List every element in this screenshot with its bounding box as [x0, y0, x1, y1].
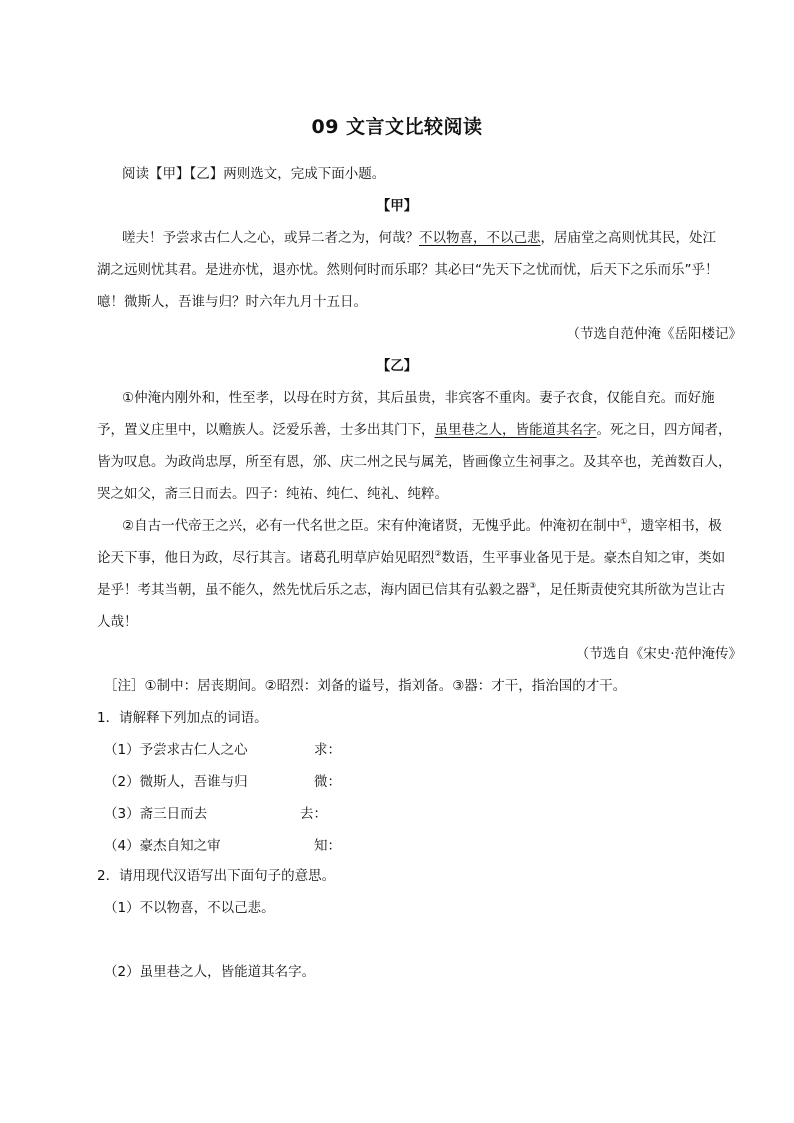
question-1-answer-label: 求：	[314, 742, 341, 758]
passage-yi-p2-line-3	[97, 580, 725, 600]
question-2-item: （1）不以物喜，不以己悲。	[104, 900, 275, 916]
footnote-marker: ①	[620, 517, 628, 526]
question-1-item: （2）微斯人，吾谁与归	[104, 774, 248, 790]
text-run: ②自古一代帝王之兴，必有一代名世之臣。宋有仲淹诸贤，无愧乎此。仲淹初在制中	[122, 518, 621, 534]
footnote-marker: ②	[434, 549, 442, 558]
passage-jia-line-1	[122, 228, 716, 248]
annotation-note: ［注］①制中：居丧期间。②昭烈：刘备的谥号，指刘备。③器：才干，指治国的才干。	[104, 678, 627, 694]
text-run: 。死之日，四方闻者，	[596, 422, 732, 438]
question-2-prompt: 2．请用现代汉语写出下面句子的意思。	[97, 868, 336, 884]
intro-instruction: 阅读【甲】【乙】两则选文，完成下面小题。	[122, 166, 386, 182]
question-1-prompt: 1．请解释下列加点的词语。	[97, 710, 268, 726]
passage-jia-line-2: 湖之远则忧其君。是进亦忧，退亦忧。然则何时而乐耶？其必曰“先天下之忧而忧，后天下之乐而乐”乎！	[97, 262, 719, 278]
passage-jia-heading: 【甲】	[376, 198, 418, 214]
passage-yi-p1-line-2	[97, 420, 732, 440]
text-run: 予，置义庄里中，以赡族人。泛爱乐善，士多出其门下，	[97, 422, 435, 438]
question-1-item: （4）豪杰自知之审	[104, 838, 221, 854]
text-run: 是乎！考其当朝，虽不能久，然先忧后乐之志，海内固已信其有弘毅之器	[97, 582, 529, 598]
passage-yi-p1-line-3: 皆为叹息。为政尚忠厚，所至有恩，邠、庆二州之民与属羌，皆画像立生祠事之。及其卒也，羌酋数百人，	[97, 454, 732, 470]
text-run: ，居庙堂之高则忧其民，处江	[540, 230, 716, 246]
text-run: 数语，生平事业备见于是。豪杰自知之审，类如	[441, 550, 726, 566]
question-1-item: （3）斋三日而去	[104, 806, 208, 822]
passage-yi-p1-line-1: ①仲淹内刚外和，性至孝，以母在时方贫，其后虽贵，非宾客不重肉。妻子衣食，仅能自充。而好施	[122, 390, 715, 406]
passage-yi-p2-line-4: 人哉！	[97, 614, 138, 630]
question-1-answer-label: 知：	[314, 838, 341, 854]
passage-jia-line-3: 噫！微斯人，吾谁与归？时六年九月十五日。	[97, 294, 367, 310]
text-run: ，遗宰相书，极	[627, 518, 722, 534]
question-1-answer-label: 去：	[300, 806, 327, 822]
underlined-sentence: 不以物喜，不以己悲	[419, 230, 541, 246]
passage-yi-heading: 【乙】	[376, 358, 418, 374]
question-1-answer-label: 微：	[314, 774, 341, 790]
question-1-item: （1）予尝求古仁人之心	[104, 742, 248, 758]
passage-yi-source: （节选自《宋史·范仲淹传》	[575, 646, 742, 662]
text-run: ，足任斯责使究其所欲为岂让古	[536, 582, 726, 598]
text-run: 嗟夫！予尝求古仁人之心，或异二者之为，何哉？	[122, 230, 419, 246]
footnote-marker: ③	[529, 581, 537, 590]
passage-yi-p1-line-4: 哭之如父，斋三日而去。四子：纯祐、纯仁、纯礼、纯粹。	[97, 486, 448, 502]
passage-yi-p2-line-1	[122, 516, 722, 536]
question-2-item: （2）虽里巷之人，皆能道其名字。	[104, 964, 316, 980]
passage-yi-p2-line-2	[97, 548, 725, 568]
underlined-sentence: 虽里巷之人，皆能道其名字	[434, 422, 597, 438]
passage-jia-source: （节选自范仲淹《岳阳楼记》	[566, 326, 742, 342]
page-title: 09 文言文比较阅读	[311, 116, 483, 138]
text-run: 论天下事，他日为政，尽行其言。诸葛孔明草庐始见昭烈	[97, 550, 435, 566]
